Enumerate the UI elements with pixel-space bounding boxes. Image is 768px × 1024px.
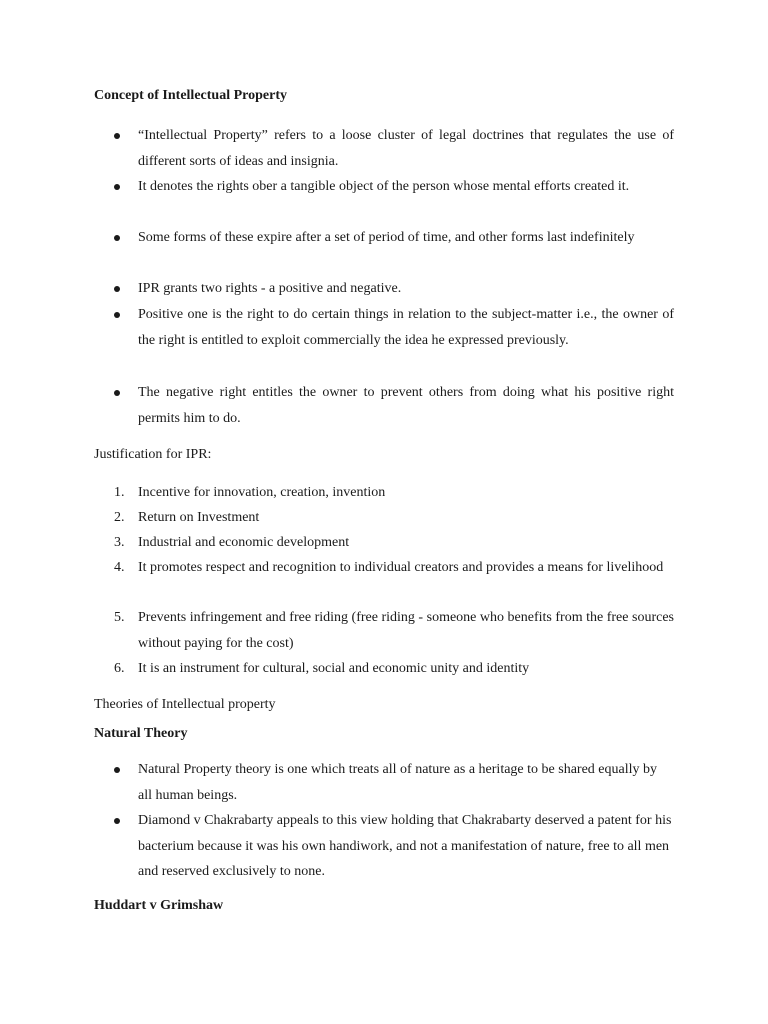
list-item-text: Natural Property theory is one which treats all of nature as a heritage to be shared equally by all human beings. [138, 762, 657, 803]
list-item-text: Return on Investment [138, 510, 260, 525]
list-item-text: Prevents infringement and free riding (free riding - someone who benefits from the free sources without paying for the cost) [138, 610, 674, 651]
list-number: 2. [114, 510, 125, 525]
heading-huddart: Huddart v Grimshaw [94, 898, 224, 913]
list-number: 6. [114, 661, 125, 676]
list-item-text: IPR grants two rights - a positive and negative. [138, 281, 402, 296]
list-item-text: Industrial and economic development [138, 535, 350, 550]
list-number: 3. [114, 535, 125, 550]
list-number: 5. [114, 610, 125, 625]
list-number: 1. [114, 485, 125, 500]
list-item-text: Positive one is the right to do certain things in relation to the subject-matter i.e., the owner of the right is entitled to exploit commercially the idea he expressed previously. [138, 307, 674, 348]
bullet-icon [114, 235, 120, 241]
bullet-icon [114, 286, 120, 292]
bullet-icon [114, 767, 120, 773]
list-item-text: It denotes the rights ober a tangible object of the person whose mental efforts created it. [138, 179, 630, 194]
list-item-text: It promotes respect and recognition to individual creators and provides a means for livelihood [138, 560, 664, 575]
bullet-icon [114, 184, 120, 190]
bullet-icon [114, 818, 120, 824]
list-item-text: The negative right entitles the owner to prevent others from doing what his positive right permits him to do. [138, 385, 674, 426]
heading-natural-theory: Natural Theory [94, 726, 188, 741]
list-item-text: Incentive for innovation, creation, invention [138, 485, 386, 500]
list-item-text: “Intellectual Property” refers to a loose cluster of legal doctrines that regulates the use of different sorts of ideas and insignia. [138, 128, 674, 169]
heading-justification: Justification for IPR: [94, 447, 212, 462]
bullet-icon [114, 390, 120, 396]
heading-concept: Concept of Intellectual Property [94, 88, 287, 103]
bullet-icon [114, 133, 120, 139]
list-item-text: Diamond v Chakrabarty appeals to this view holding that Chakrabarty deserved a patent for his bacterium because it was his own handiwork, and not a manifestation of nature, free to all men and reserved exclusively to none. [138, 813, 672, 879]
list-item-text: It is an instrument for cultural, social and economic unity and identity [138, 661, 530, 676]
list-number: 4. [114, 560, 125, 575]
bullet-icon [114, 312, 120, 318]
heading-theories: Theories of Intellectual property [94, 697, 276, 712]
list-item-text: Some forms of these expire after a set of period of time, and other forms last indefinitely [138, 230, 635, 245]
